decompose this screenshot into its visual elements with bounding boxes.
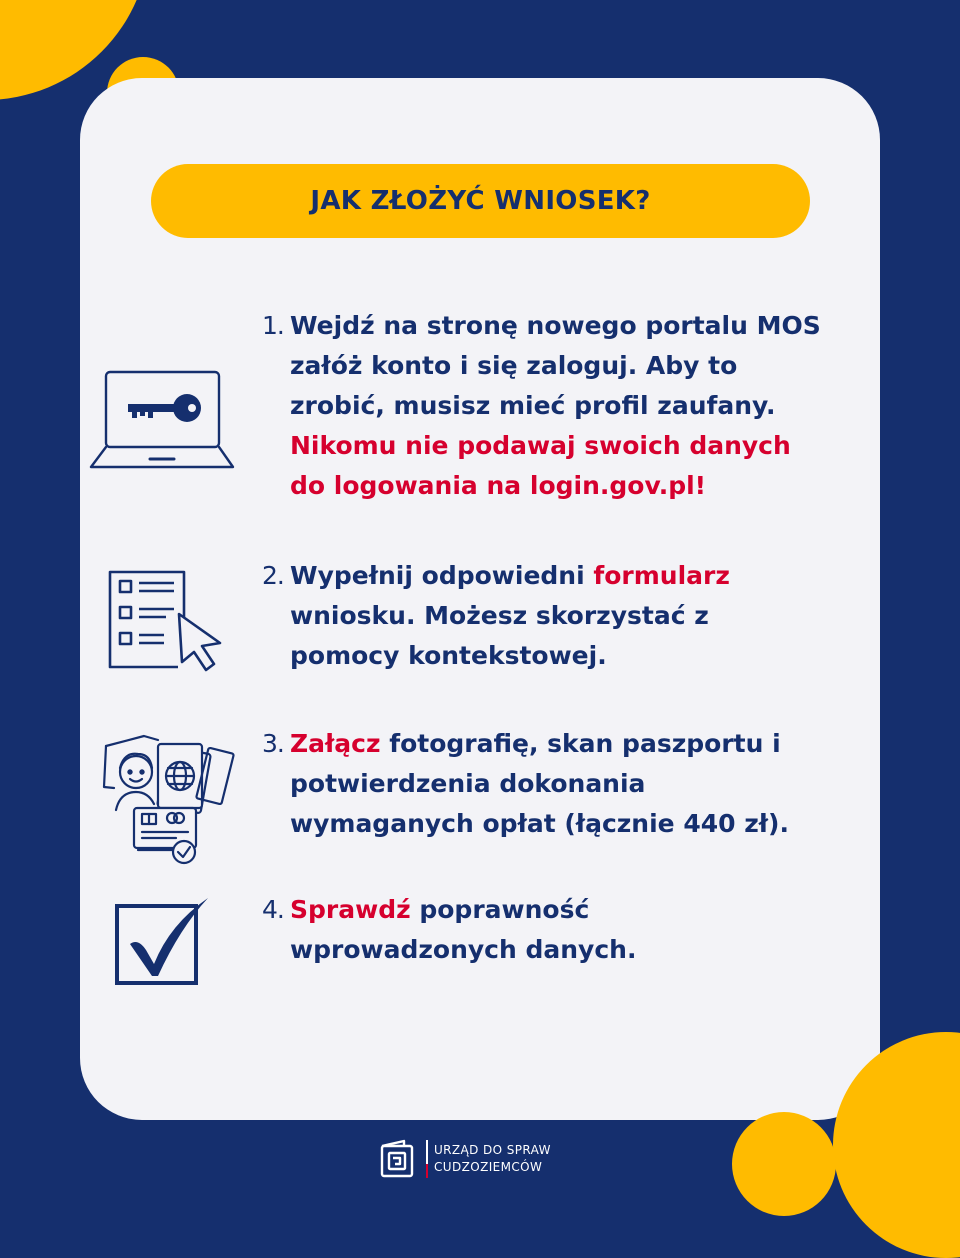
step-4-line-2: wprowadzonych danych. [290, 935, 637, 964]
logo-divider [426, 1140, 428, 1178]
step-2-highlight: formularz [593, 561, 730, 590]
form-cursor-icon [106, 566, 226, 674]
step-4-number: 4. [262, 895, 284, 924]
step-4 [262, 890, 852, 970]
step-2-line-3: pomocy kontekstowej. [290, 641, 607, 670]
office-name-line-2: CUDZOZIEMCÓW [434, 1160, 543, 1174]
office-logo-icon [378, 1138, 418, 1180]
step-2-text [290, 556, 852, 676]
step-3-highlight: Załącz [290, 729, 381, 758]
step-3 [262, 724, 852, 844]
step-1-warning-line-2: do logowania na login.gov.pl! [290, 471, 707, 500]
office-name-line-1: URZĄD DO SPRAW [434, 1143, 551, 1157]
step-3-line-3: wymaganych opłat (łącznie 440 zł). [290, 809, 789, 838]
step-1-text [290, 306, 852, 506]
laptop-key-icon [88, 366, 238, 474]
step-1-number: 1. [262, 311, 284, 340]
step-2 [262, 556, 852, 676]
page-title: JAK ZŁOŻYĆ WNIOSEK? [151, 164, 810, 238]
step-2-text-start: Wypełnij odpowiedni [290, 561, 594, 590]
checkbox-checked-icon [108, 894, 212, 986]
step-1-line-2: załóż konto i się zaloguj. Aby to [290, 351, 738, 380]
photo-passport-card-icon [98, 732, 238, 868]
step-3-number: 3. [262, 729, 284, 758]
step-4-text [290, 890, 852, 970]
step-1-line-1: Wejdź na stronę nowego portalu MOS [290, 311, 821, 340]
step-3-line-2: potwierdzenia dokonania [290, 769, 646, 798]
step-1-line-3: zrobić, musisz mieć profil zaufany. [290, 391, 776, 420]
footer-logo [378, 1137, 551, 1181]
step-3-text-start: fotografię, skan paszportu i [380, 729, 781, 758]
step-4-text-start: poprawność [410, 895, 590, 924]
step-2-number: 2. [262, 561, 284, 590]
decor-circle-bottom-small [732, 1112, 836, 1216]
step-2-line-2: wniosku. Możesz skorzystać z [290, 601, 709, 630]
step-1 [262, 306, 852, 506]
office-name [434, 1142, 551, 1176]
step-3-text [290, 724, 852, 844]
step-1-warning-line-1: Nikomu nie podawaj swoich danych [290, 431, 791, 460]
step-4-highlight: Sprawdź [290, 895, 411, 924]
